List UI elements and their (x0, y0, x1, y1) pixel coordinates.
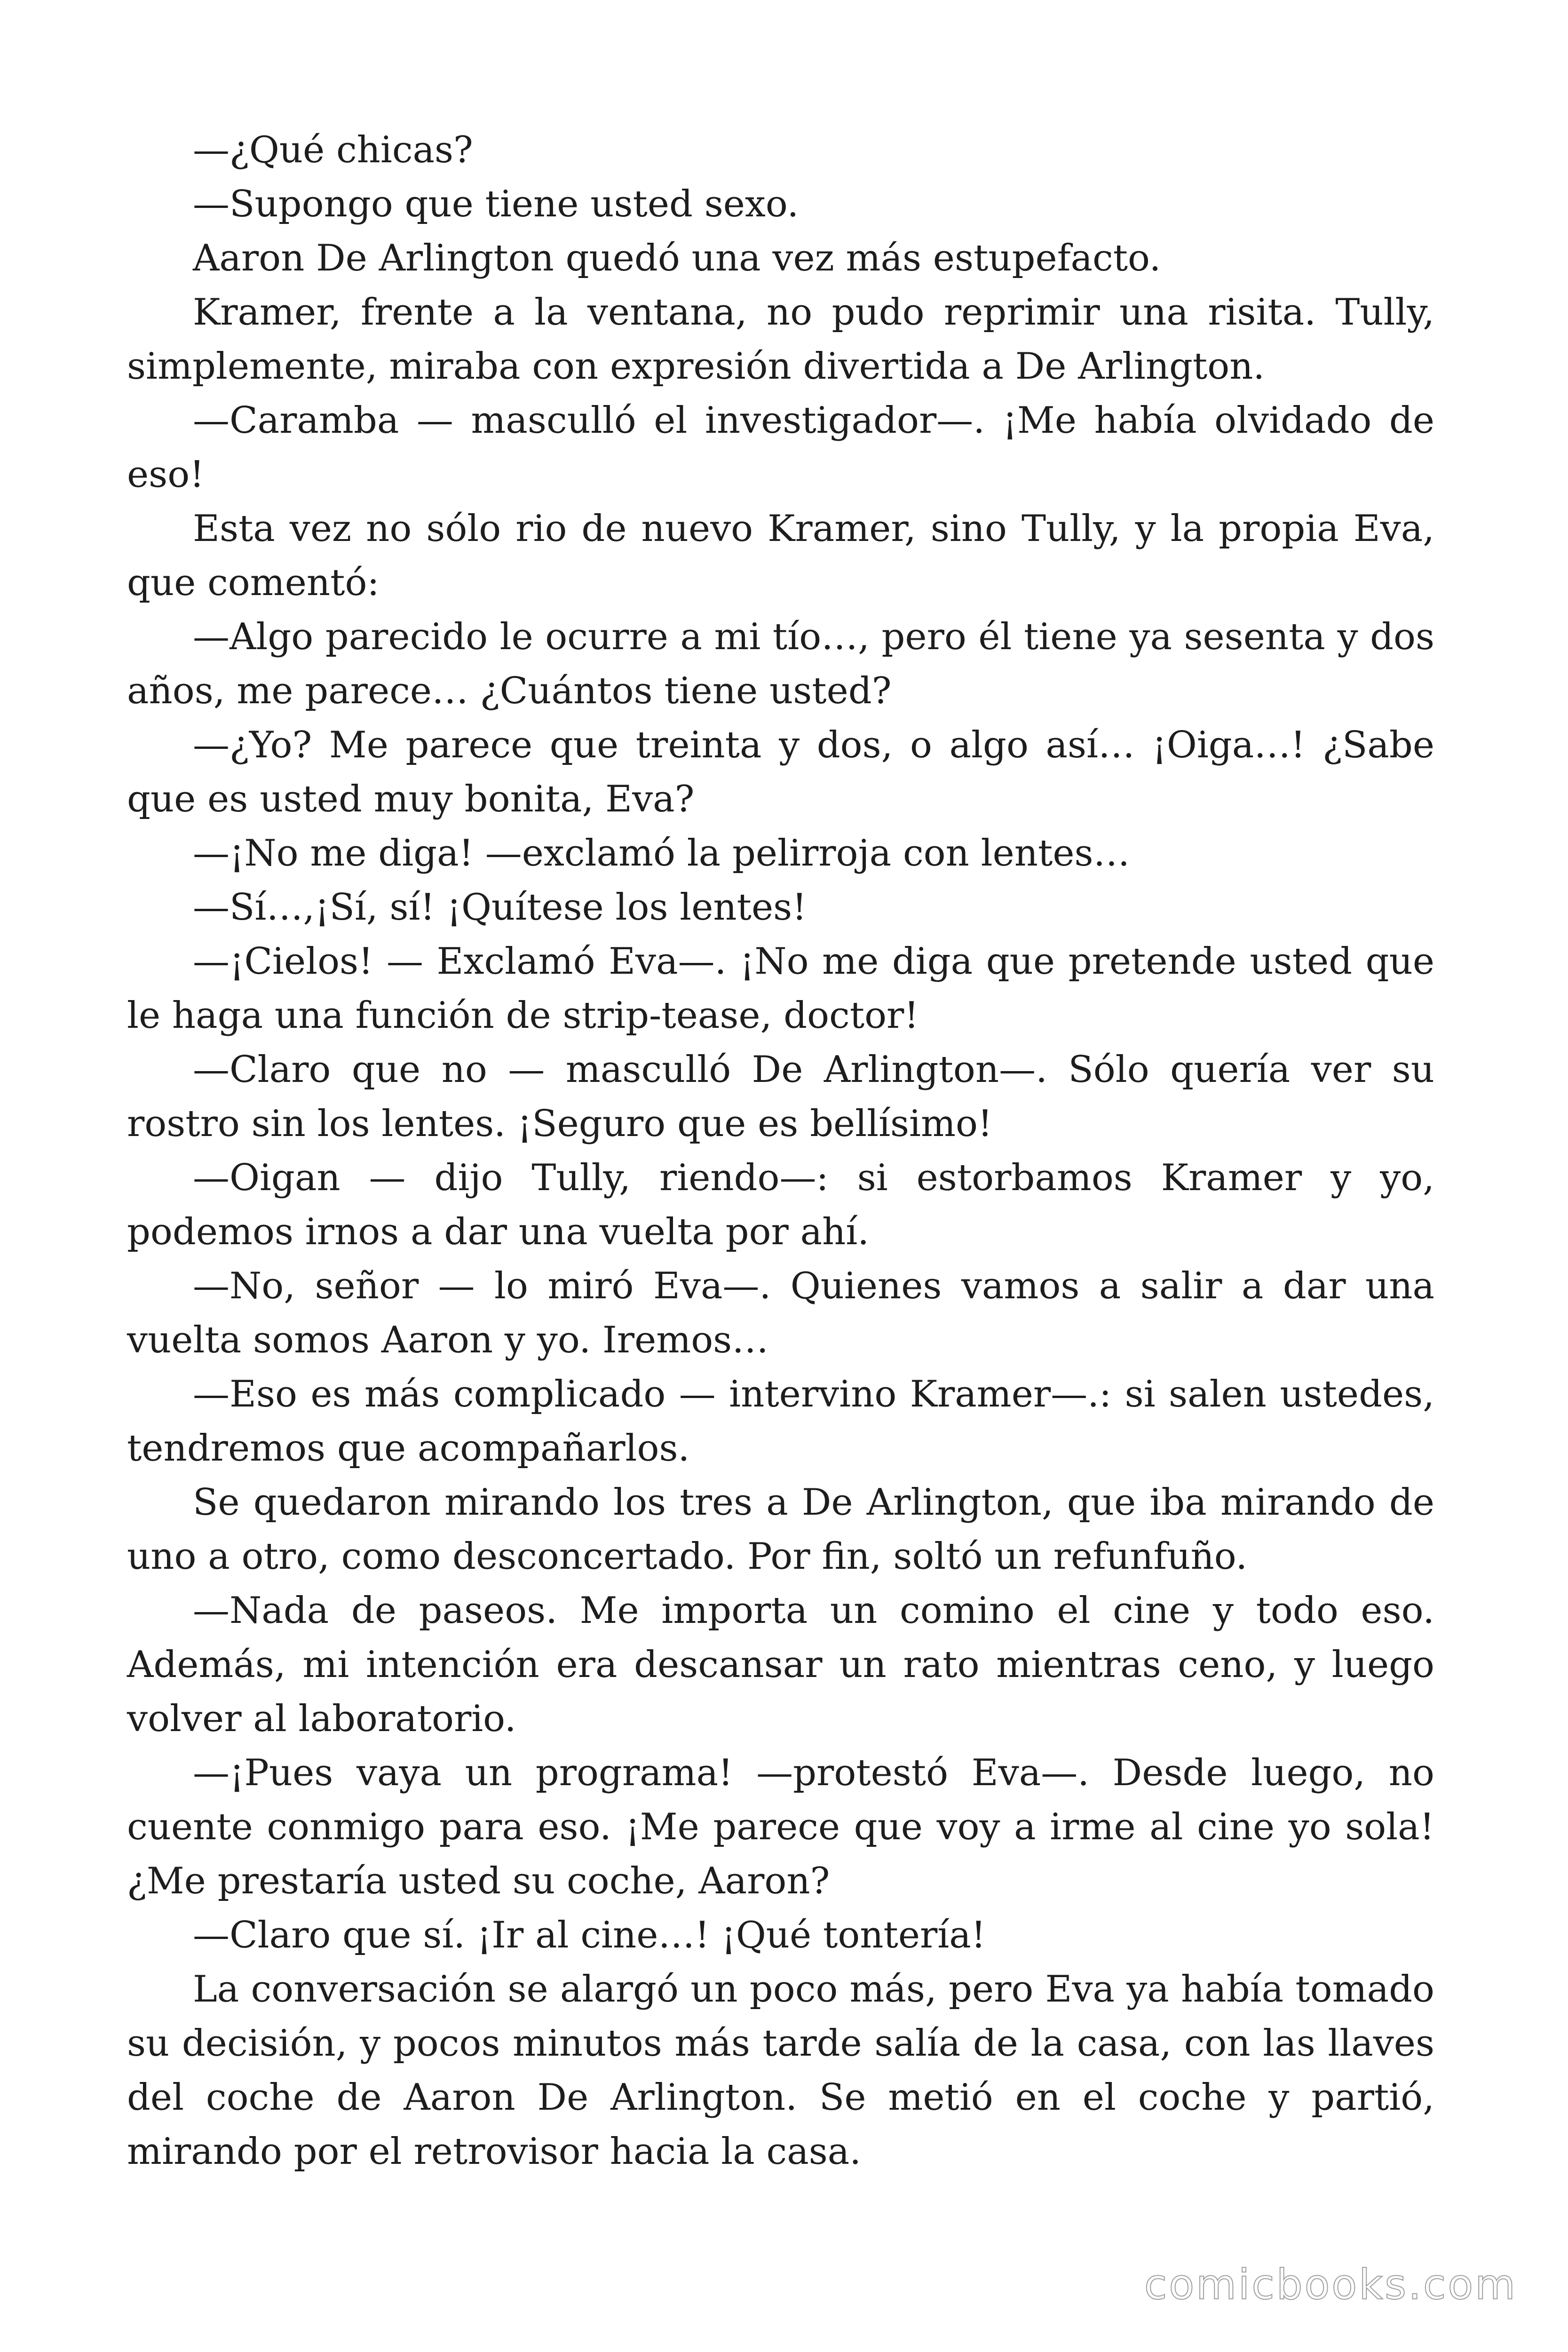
paragraph: —No, señor — lo miró Eva—. Quienes vamos a salir a dar una vuelta somos Aaron y yo. Iremos… (127, 1265, 1434, 1361)
paragraph: —Nada de paseos. Me importa un comino el cine y todo eso. Además, mi intención era descansar un rato mientras ceno, y luego volver al laboratorio. (127, 1589, 1434, 1740)
paragraph: —Algo parecido le ocurre a mi tío…, pero él tiene ya sesenta y dos años, me parece… ¿Cuántos tiene usted? (127, 616, 1434, 712)
paragraph: Esta vez no sólo rio de nuevo Kramer, sino Tully, y la propia Eva, que comentó: (127, 508, 1434, 604)
paragraph: —¡Cielos! — Exclamó Eva—. ¡No me diga que pretende usted que le haga una función de strip-tease, doctor! (127, 940, 1434, 1037)
paragraph: Aaron De Arlington quedó una vez más estupefacto. (193, 237, 1161, 279)
paragraph: —¿Yo? Me parece que treinta y dos, o algo así… ¡Oiga…! ¿Sabe que es usted muy bonita, Eva? (127, 724, 1434, 820)
paragraph: —Claro que no — masculló De Arlington—. Sólo quería ver su rostro sin los lentes. ¡Seguro que es bellísimo! (127, 1049, 1434, 1145)
site-watermark: comicbooks.com (1144, 2260, 1517, 2309)
paragraph: Kramer, frente a la ventana, no pudo reprimir una risita. Tully, simplemente, miraba con expresión divertida a De Arlington. (127, 291, 1434, 388)
page-text (127, 123, 1434, 2179)
paragraph: —¡No me diga! —exclamó la pelirroja con lentes… (193, 832, 1130, 874)
paragraph: La conversación se alargó un poco más, pero Eva ya había tomado su decisión, y pocos minutos más tarde salía de la casa, con las llaves del coche de Aaron De Arlington. Se metió en el coche y partió, mirando por el retrovisor hacia la casa. (127, 1968, 1434, 2173)
paragraph: —¡Pues vaya un programa! —protestó Eva—. Desde luego, no cuente conmigo para eso. ¡Me parece que voy a irme al cine yo sola! ¿Me prestaría usted su coche, Aaron? (127, 1752, 1434, 1902)
paragraph: —¿Qué chicas? (193, 129, 473, 171)
paragraph: —Eso es más complicado — intervino Kramer—.: si salen ustedes, tendremos que acompañarlos. (127, 1373, 1434, 1470)
paragraph: —Supongo que tiene usted sexo. (193, 183, 799, 225)
paragraph: —Sí…,¡Sí, sí! ¡Quítese los lentes! (193, 886, 807, 929)
paragraph: Se quedaron mirando los tres a De Arlington, que iba mirando de uno a otro, como desconcertado. Por fin, soltó un refunfuño. (127, 1481, 1434, 1578)
paragraph: —Oigan — dijo Tully, riendo—: si estorbamos Kramer y yo, podemos irnos a dar una vuelta por ahí. (127, 1157, 1434, 1253)
paragraph: —Caramba — masculló el investigador—. ¡Me había olvidado de eso! (127, 399, 1434, 496)
paragraph: —Claro que sí. ¡Ir al cine…! ¡Qué tontería! (193, 1914, 986, 1956)
